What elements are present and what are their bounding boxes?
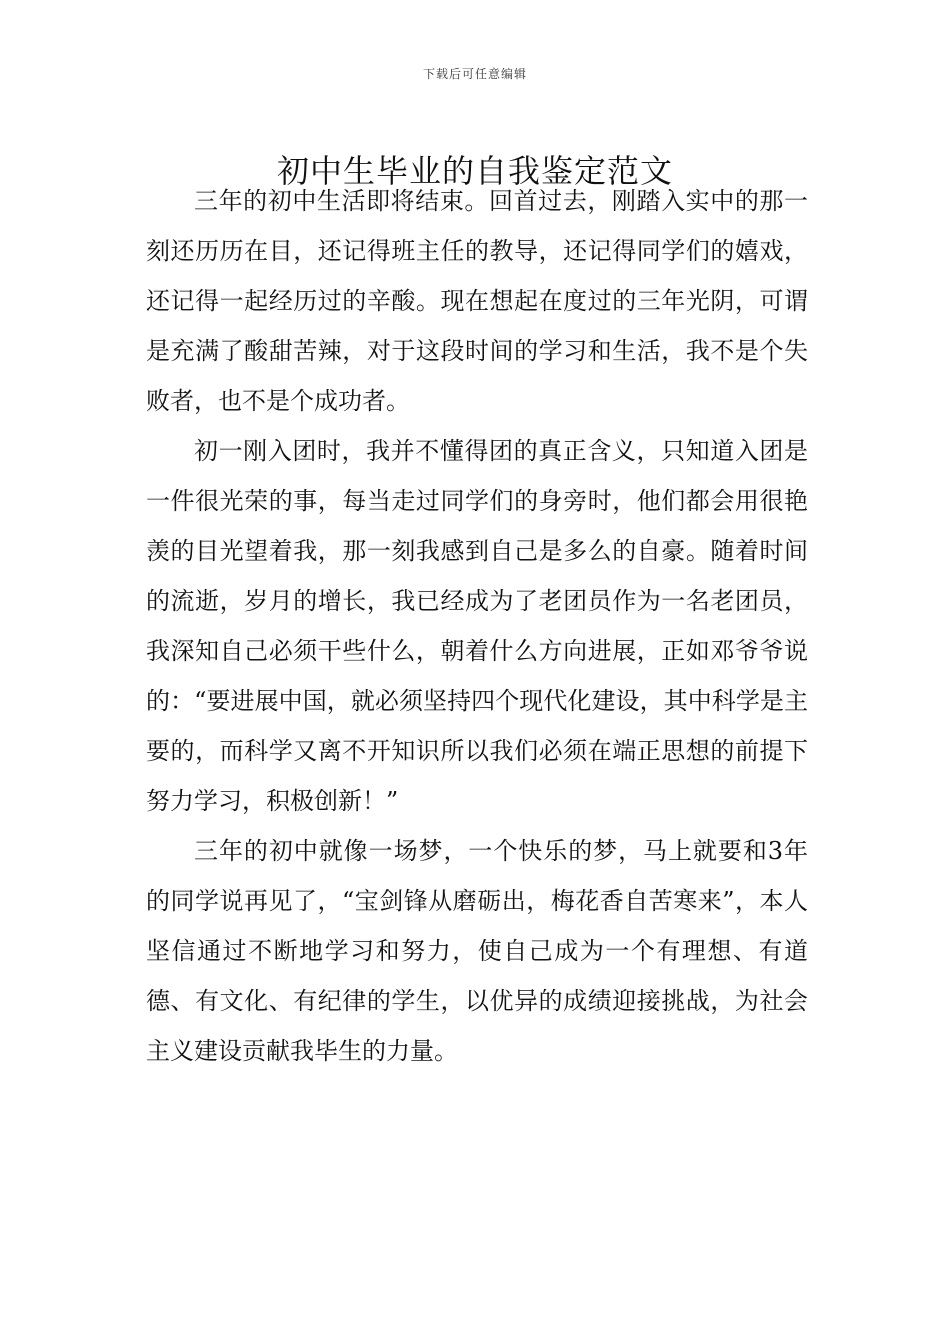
document-title: 初中生毕业的自我鉴定范文: [276, 152, 673, 191]
paragraph: 初一刚入团时，我并不懂得团的真正含义，只知道入团是一件很光荣的事，每当走过同学们的身旁时，他们都会用很艳羡的目光望着我，那一刻我感到自己是多么的自豪。随着时间的流逝，岁月的增长，我已经成为了老团员作为一名老团员，我深知自己必须干些什么，朝着什么方向进展，正如邓爷爷说的：“要进展中国，就必须坚持四个现代化建设，其中科学是主要的，而科学又离不开知识所以我们必须在端正思想的前提下努力学习，积极创新！”: [146, 437, 808, 815]
document-body: [146, 176, 808, 1076]
paragraph: 三年的初中就像一场梦，一个快乐的梦，马上就要和3年的同学说再见了，“宝剑锋从磨砺出，梅花香自苦寒来”，本人坚信通过不断地学习和努力，使自己成为一个有理想、有道德、有文化、有纪律的学生，以优异的成绩迎接挑战，为社会主义建设贡献我毕生的力量。: [146, 837, 808, 1065]
paragraph: 三年的初中生活即将结束。回首过去，刚踏入实中的那一刻还历历在目，还记得班主任的教导，还记得同学们的嬉戏，还记得一起经历过的辛酸。现在想起在度过的三年光阴，可谓是充满了酸甜苦辣，对于这段时间的学习和生活，我不是个失败者，也不是个成功者。: [146, 187, 808, 415]
header-note: 下载后可任意编辑: [422, 67, 527, 81]
